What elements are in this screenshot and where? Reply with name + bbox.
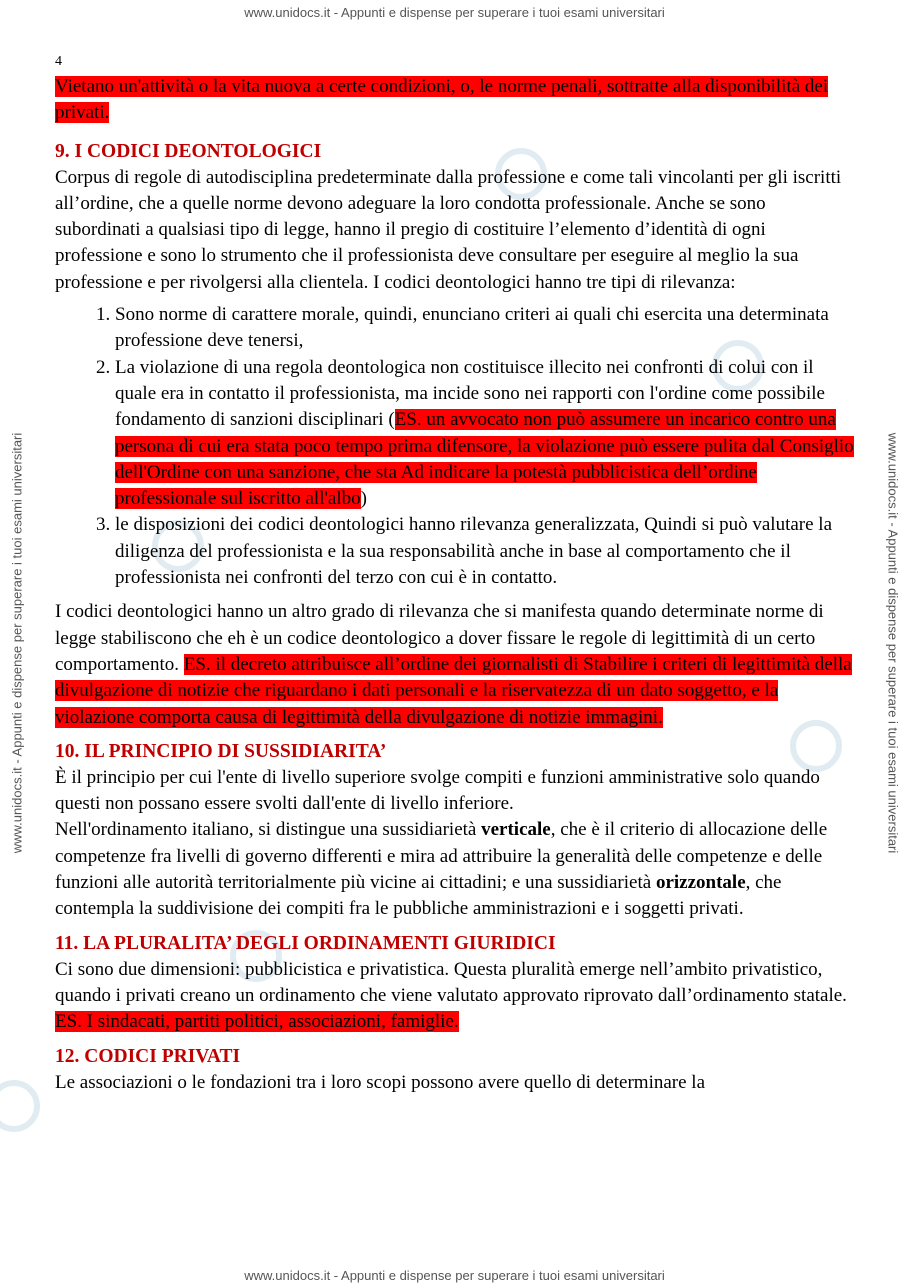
list-item: 1. Sono norme di carattere morale, quindi, enunciano criteri ai quali chi esercita una determinata professione deve tenersi, xyxy=(115,302,855,355)
watermark-side-right: www.unidocs.it - Appunti e dispense per superare i tuoi esami universitari xyxy=(885,432,901,854)
highlight-text: ES. il decreto attribuisce all’ordine dei giornalisti di Stabilire i criteri di legittimità della divulgazione di notizie che riguardano i dati personali e la riservatezza di un dato soggetto, e la violazione comporta causa di legittimità della divulgazione di notizie immagini. xyxy=(55,653,852,728)
section-9-paragraph: Corpus di regole di autodisciplina predeterminate dalla professione e come tali vincolanti per gli iscritti all’ordine, che a quelle norme devono adeguare la loro condotta professionale. Anche se sono subordinati a qualsiasi tipo di legge, hanno il pregio di costituire l’elemento d’identità di ogni professione e sono lo strumento che il professionista deve consultare per eseguire al meglio la sua professione e per rivolgersi alla clientela. I codici deontologici hanno tre tipi di rilevanza: xyxy=(55,166,842,293)
highlight-text: Vietano un'attività o la vita nuova a certe condizioni, o, le norme penali, sottratte alla disponibilità dei privati. xyxy=(55,76,829,124)
section-11-paragraph xyxy=(55,957,855,1036)
watermark-footer: www.unidocs.it - Appunti e dispense per superare i tuoi esami universitari xyxy=(244,1268,665,1283)
section-10-paragraph-2 xyxy=(55,817,855,922)
highlight-text: ES. I sindacati, partiti politici, associazioni, famiglie. xyxy=(55,1011,459,1033)
paragraph-text: I codici deontologici hanno un altro grado di rilevanza che si manifesta quando determinate norme di legge stabiliscono che eh è un codice deontologico a dover fissare le regole di legittimità di un certo comportamento. xyxy=(55,601,824,675)
paragraph-text: , che contempla la suddivisione dei compiti fra le pubbliche amministrazioni e i soggetti privati. xyxy=(55,872,782,920)
document-body xyxy=(55,74,855,1096)
list-item-close: ) xyxy=(360,488,367,510)
bold-term: verticale xyxy=(481,819,551,841)
section-12-paragraph: Le associazioni o le fondazioni tra i loro scopi possono avere quello di determinare la xyxy=(55,1071,706,1093)
section-9-paragraph-2 xyxy=(55,599,855,730)
watermark-logo-icon xyxy=(0,1080,40,1132)
section-11-title: 11. LA PLURALITA’ DEGLI ORDINAMENTI GIURIDICI xyxy=(55,932,556,954)
section-9-title: 9. I CODICI DEONTOLOGICI xyxy=(55,140,322,162)
section-10-title: 10. IL PRINCIPIO DI SUSSIDIARITA’ xyxy=(55,740,387,762)
section-10-paragraph: È il principio per cui l'ente di livello superiore svolge compiti e funzioni amministrative solo quando questi non possano essere svolti dall'ente di livello inferiore. xyxy=(55,766,820,815)
page-number: 4 xyxy=(55,54,62,69)
bold-term: orizzontale xyxy=(655,872,746,894)
intro-paragraph xyxy=(55,74,855,127)
relevance-list xyxy=(55,302,855,591)
section-12-title: 12. CODICI PRIVATI xyxy=(55,1045,241,1067)
highlight-text: ES. un avvocato non può assumere un incarico contro una persona di cui era stata poco tempo prima difensore, la violazione può essere pulita dal Consiglio dell'Ordine con una sanzione, che sta Ad indicare la potestà pubblicistica dell’ordine professionale sul iscritto all'albo xyxy=(115,409,854,510)
list-item xyxy=(115,355,855,513)
paragraph-text: Ci sono due dimensioni: pubblicistica e privatistica. Questa pluralità emerge nell’ambito privatistico, quando i privati creano un ordinamento che viene valutato approvato riprovato dall’ordinamento statale. xyxy=(55,958,847,1006)
list-item: 3. le disposizioni dei codici deontologici hanno rilevanza generalizzata, Quindi si può valutare la diligenza del professionista e la sua responsabilità anche in base al comportamento che il professionista nei confronti del terzo con cui è in contatto. xyxy=(115,512,855,591)
watermark-side-left: www.unidocs.it - Appunti e dispense per superare i tuoi esami universitari xyxy=(9,432,25,854)
paragraph-text: Nell'ordinamento italiano, si distingue una sussidiarietà xyxy=(55,819,482,841)
watermark-header: www.unidocs.it - Appunti e dispense per superare i tuoi esami universitari xyxy=(244,5,665,20)
paragraph-text: , che è il criterio di allocazione delle competenze fra livelli di governo differenti e mira ad attribuire la generalità delle competenze e delle funzioni alle autorità territorialmente più vicine ai cittadini; e una sussidiarietà xyxy=(55,819,828,894)
list-item-text: La violazione di una regola deontologica non costituisce illecito nei confronti di colui con il quale era in contatto il professionista, ma incide sono nei rapporti con l'ordine come possibile fondamento di sanzioni disciplinari ( xyxy=(115,356,825,431)
